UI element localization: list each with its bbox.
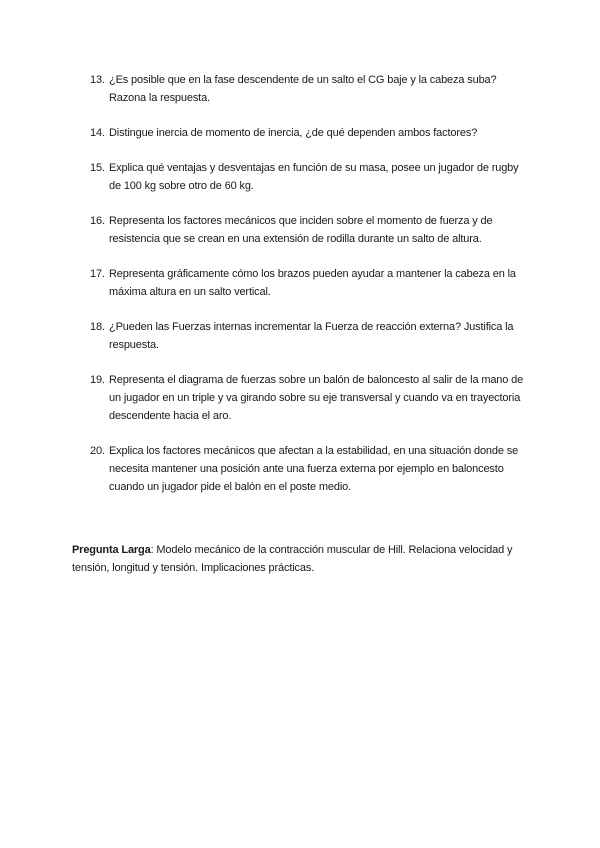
question-item-14 <box>90 124 530 142</box>
long-question <box>72 541 532 577</box>
question-list <box>90 71 530 513</box>
long-question-text: : Modelo mecánico de la contracción muscular de Hill. Relaciona velocidad y tensión, longitud y tensión. Implicaciones prácticas. <box>72 544 513 574</box>
question-number: 14. <box>90 127 105 139</box>
question-text: Explica los factores mecánicos que afectan a la estabilidad, en una situación donde se necesita mantener una posición ante una fuerza externa por ejemplo en baloncesto cuando un jugador pide el balón en el poste medio. <box>109 445 519 493</box>
question-text: Explica qué ventajas y desventajas en función de su masa, posee un jugador de rugby de 100 kg sobre otro de 60 kg. <box>109 162 519 192</box>
question-number: 20. <box>90 445 105 457</box>
question-number: 18. <box>90 321 105 333</box>
question-text: Distingue inercia de momento de inercia, ¿de qué dependen ambos factores? <box>109 127 478 139</box>
question-number: 13. <box>90 74 105 86</box>
question-number: 16. <box>90 215 105 227</box>
question-item-15 <box>90 159 530 195</box>
question-item-20 <box>90 442 530 496</box>
question-text: Representa el diagrama de fuerzas sobre un balón de baloncesto al salir de la mano de un jugador en un triple y va girando sobre su eje transversal y cuando va en trayectoria descendente hacia el aro. <box>109 374 524 422</box>
question-number: 19. <box>90 374 105 386</box>
question-number: 17. <box>90 268 105 280</box>
question-item-19 <box>90 371 530 425</box>
question-item-17 <box>90 265 530 301</box>
long-question-label: Pregunta Larga <box>72 544 151 556</box>
question-text: Representa los factores mecánicos que inciden sobre el momento de fuerza y de resistencia que se crean en una extensión de rodilla durante un salto de altura. <box>109 215 493 245</box>
question-text: Representa gráficamente cómo los brazos pueden ayudar a mantener la cabeza en la máxima altura en un salto vertical. <box>109 268 516 298</box>
question-text: ¿Pueden las Fuerzas internas incrementar la Fuerza de reacción externa? Justifica la respuesta. <box>109 321 514 351</box>
question-text: ¿Es posible que en la fase descendente de un salto el CG baje y la cabeza suba? Razona la respuesta. <box>109 74 497 104</box>
question-item-18 <box>90 318 530 354</box>
question-item-16 <box>90 212 530 248</box>
question-item-13 <box>90 71 530 107</box>
question-number: 15. <box>90 162 105 174</box>
